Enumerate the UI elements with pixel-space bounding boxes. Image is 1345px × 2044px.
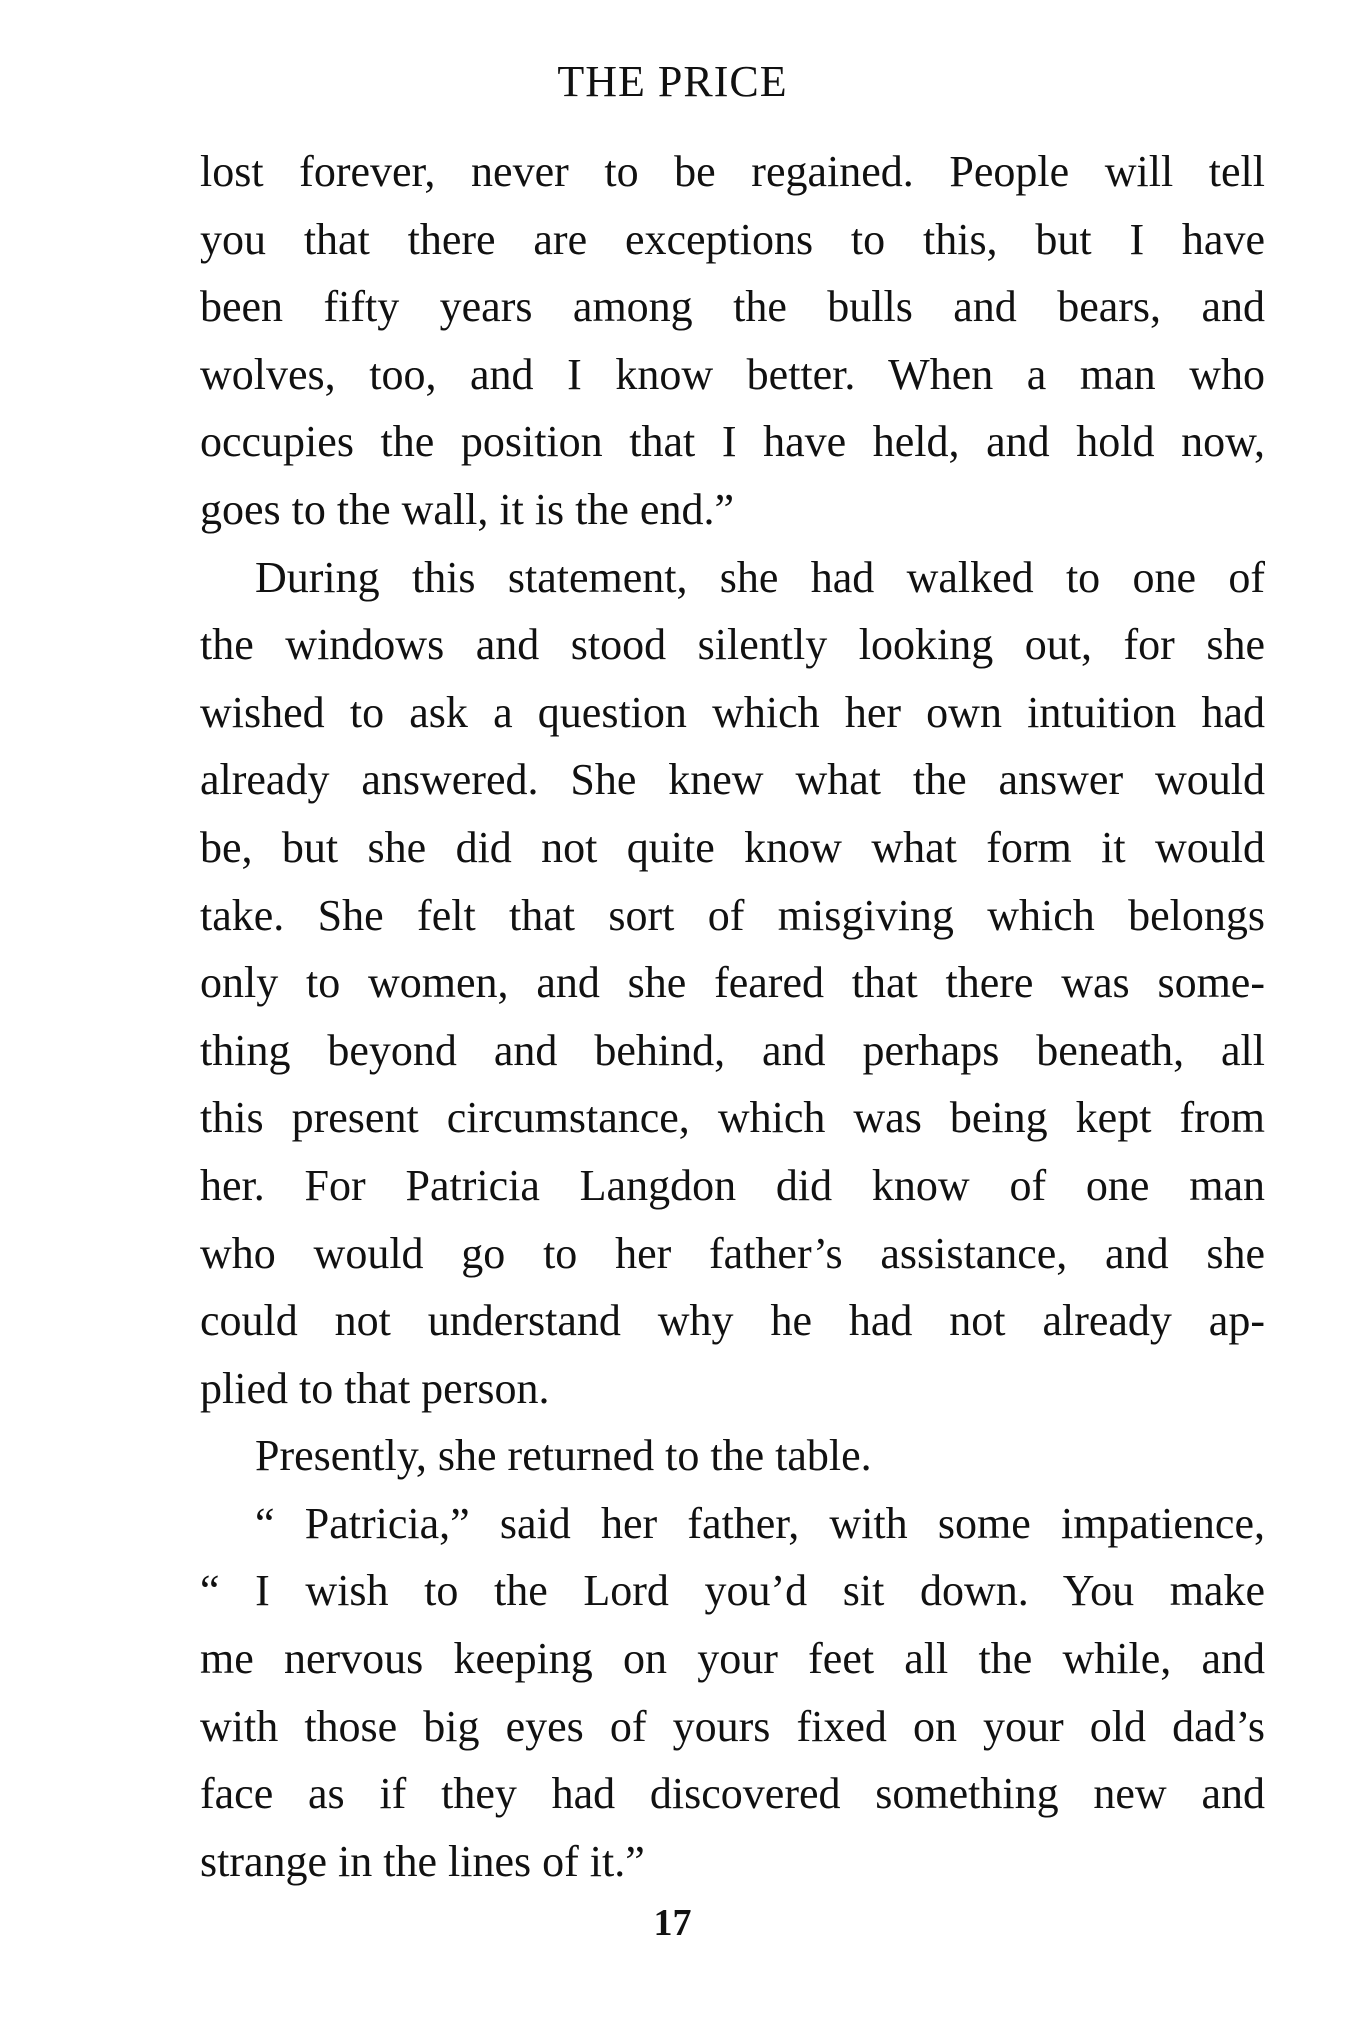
text-line: “ Patricia,” said her father, with some impatience, bbox=[255, 1498, 1265, 1548]
text-line: face as if they had discovered something new and bbox=[200, 1769, 1265, 1819]
text-line: already answered. She knew what the answer would bbox=[200, 755, 1265, 805]
text-line: the windows and stood silently looking out, for she bbox=[200, 620, 1265, 670]
text-line: “ I wish to the Lord you’d sit down. You make bbox=[200, 1566, 1265, 1616]
running-head: THE PRICE bbox=[557, 57, 788, 106]
body-text bbox=[200, 138, 1265, 1895]
text-line: Presently, she returned to the table. bbox=[255, 1431, 872, 1481]
text-line: plied to that person. bbox=[200, 1363, 550, 1413]
text-line: been fifty years among the bulls and bears, and bbox=[200, 282, 1265, 332]
text-line: with those big eyes of yours fixed on your old dad’s bbox=[200, 1701, 1265, 1751]
text-line: this present circumstance, which was being kept from bbox=[200, 1093, 1265, 1143]
text-line: could not understand why he had not already ap- bbox=[200, 1296, 1265, 1346]
text-line: wished to ask a question which her own intuition had bbox=[200, 687, 1265, 737]
text-line: take. She felt that sort of misgiving which belongs bbox=[200, 890, 1265, 940]
text-line: who would go to her father’s assistance, and she bbox=[200, 1228, 1265, 1278]
text-line: only to women, and she feared that there was some- bbox=[200, 958, 1265, 1008]
text-line: thing beyond and behind, and perhaps beneath, all bbox=[200, 1025, 1265, 1075]
text-line: me nervous keeping on your feet all the while, and bbox=[200, 1634, 1265, 1684]
text-line: you that there are exceptions to this, but I have bbox=[200, 214, 1265, 264]
text-line: During this statement, she had walked to one of bbox=[255, 552, 1265, 602]
text-line: occupies the position that I have held, and hold now, bbox=[200, 417, 1265, 467]
page-number: 17 bbox=[653, 1902, 692, 1944]
text-line: lost forever, never to be regained. People will tell bbox=[200, 147, 1265, 196]
text-line: strange in the lines of it.” bbox=[200, 1836, 645, 1886]
text-line: her. For Patricia Langdon did know of one man bbox=[200, 1160, 1265, 1210]
text-line: be, but she did not quite know what form it would bbox=[200, 822, 1265, 872]
text-line: wolves, too, and I know better. When a man who bbox=[200, 349, 1265, 399]
text-line: goes to the wall, it is the end.” bbox=[200, 484, 734, 534]
